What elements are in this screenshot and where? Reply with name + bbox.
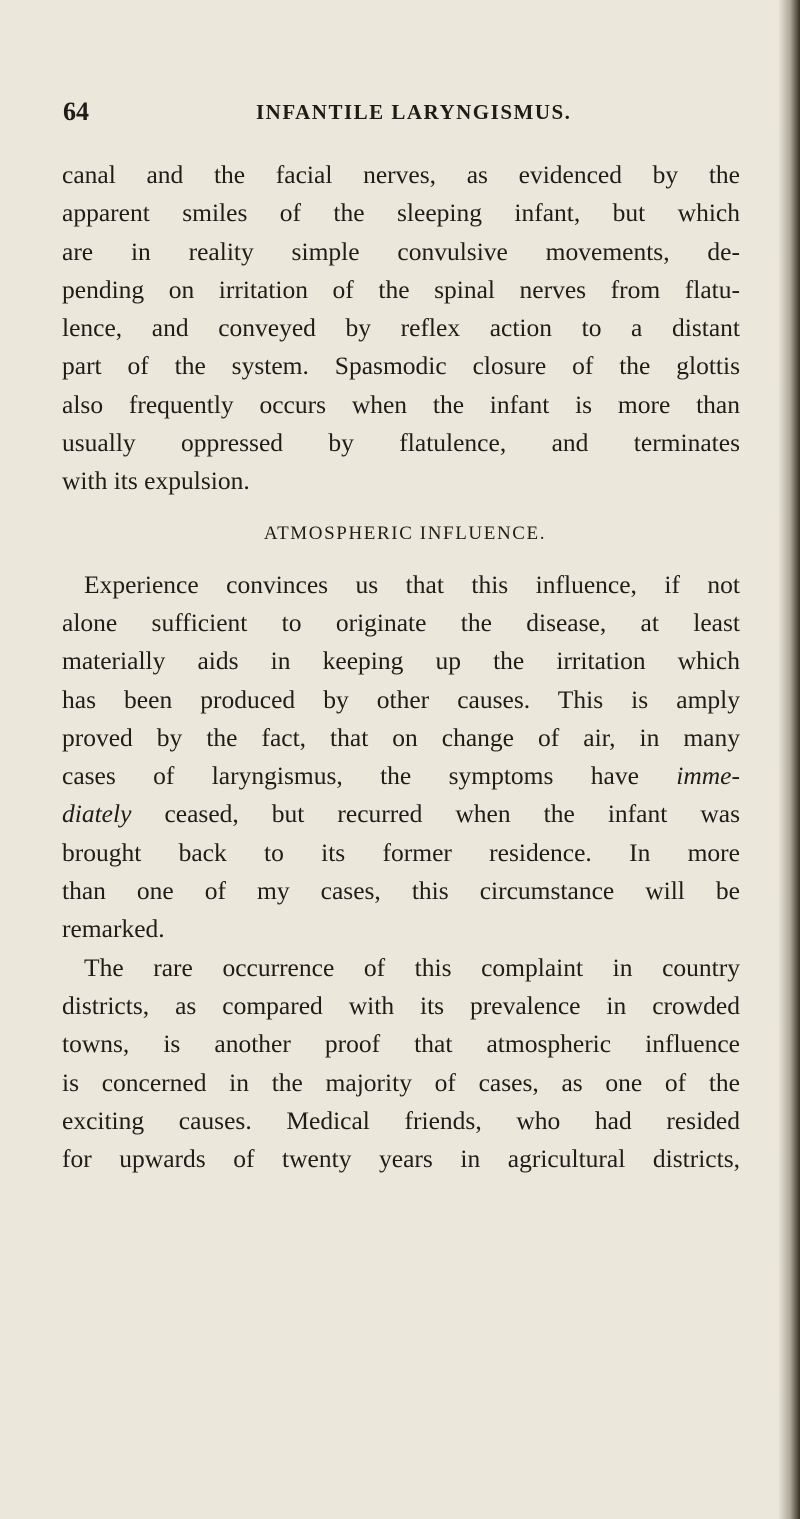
page-header: [63, 97, 743, 137]
text-segment: cases of laryngismus, the symptoms have: [62, 761, 639, 791]
text-line: alone sufficient to originate the disease, at least: [62, 607, 740, 637]
text-line: towns, is another proof that atmospheric influence: [62, 1029, 740, 1059]
running-head: INFANTILE LARYNGISMUS.: [256, 100, 572, 124]
text-line: remarked.: [62, 914, 165, 944]
text-line: part of the system. Spasmodic closure of the glottis: [62, 351, 740, 381]
text-line: than one of my cases, this circumstance will be: [62, 876, 740, 906]
text-line: The rare occurrence of this complaint in country: [84, 952, 740, 982]
text-line: canal and the facial nerves, as evidenced by the: [62, 160, 740, 189]
text-line: proved by the fact, that on change of air, in many: [62, 722, 740, 752]
italic-text: imme-: [676, 761, 740, 791]
body-text: [62, 156, 740, 1178]
text-line: for upwards of twenty years in agricultural districts,: [62, 1144, 740, 1174]
text-line: apparent smiles of the sleeping infant, but which: [62, 198, 740, 228]
italic-text: diately: [62, 799, 132, 829]
text-line: lence, and conveyed by reflex action to a distant: [62, 313, 740, 343]
text-line-mixed: [62, 757, 740, 795]
page-number: 64: [63, 97, 89, 126]
text-line: districts, as compared with its prevalence in crowded: [62, 990, 740, 1020]
text-line: has been produced by other causes. This is amply: [62, 684, 740, 714]
text-line: usually oppressed by flatulence, and terminates: [62, 428, 740, 458]
text-line: brought back to its former residence. In more: [62, 837, 740, 867]
text-line: with its expulsion.: [62, 466, 250, 496]
text-line: also frequently occurs when the infant is more than: [62, 389, 740, 419]
section-heading: ATMOSPHERIC INFLUENCE.: [263, 522, 547, 544]
text-line: pending on irritation of the spinal nerves from flatu-: [62, 274, 740, 304]
text-line: Experience convinces us that this influence, if not: [84, 569, 740, 599]
text-segment: ceased, but recurred when the infant was: [164, 799, 741, 829]
text-line: exciting causes. Medical friends, who had resided: [62, 1105, 740, 1135]
text-line-mixed: [62, 795, 740, 833]
text-line: is concerned in the majority of cases, as one of the: [62, 1067, 740, 1097]
text-line: are in reality simple convulsive movements, de-: [62, 236, 740, 266]
page-edge-shadow: [778, 0, 800, 1519]
text-line: materially aids in keeping up the irritation which: [62, 646, 740, 676]
